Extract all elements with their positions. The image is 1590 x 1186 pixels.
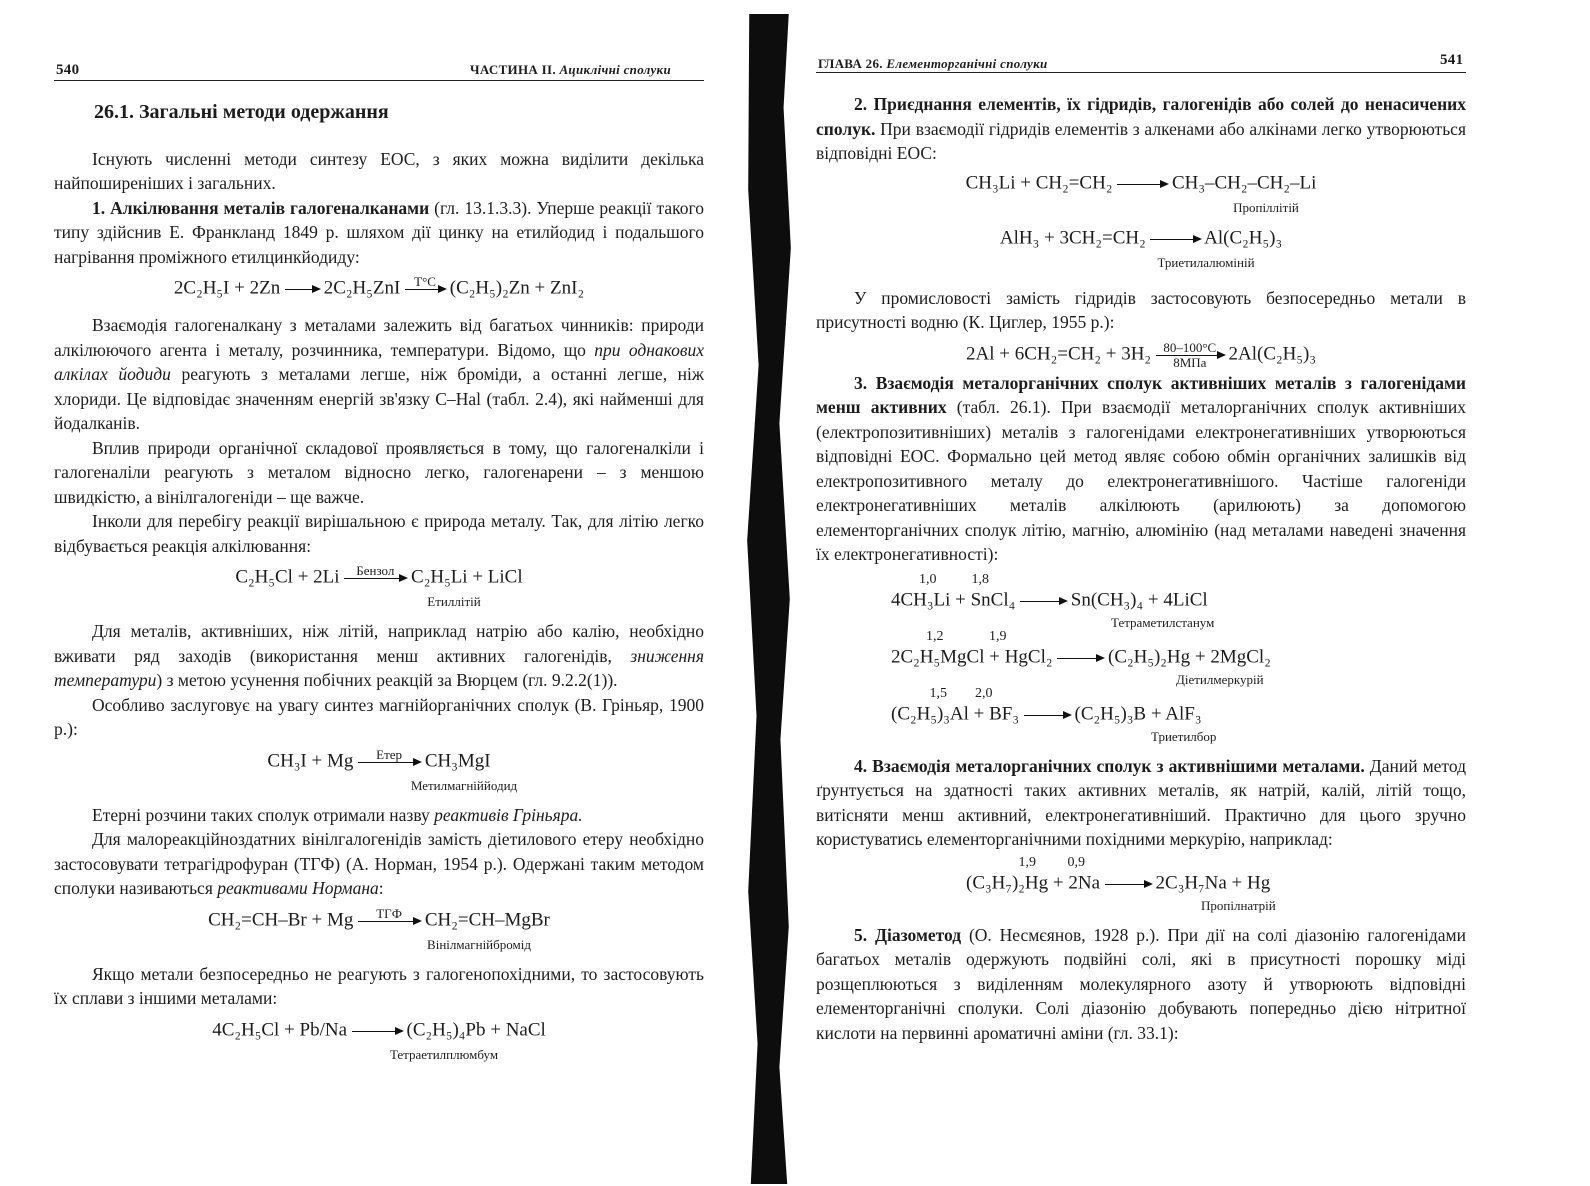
equation-propyllithium: [816, 170, 1466, 198]
equation-normant: [54, 907, 704, 935]
eq8-condition-top: 80–100°C: [1163, 339, 1217, 355]
p8-text-a: Для малореакційноздатних вінілгалогенідів замість діетилового етеру необхідно застосовувати тетрагідрофуран (ТГФ) (А. Норман, 1954 р.). Одержані таким методом сполуки називаються: [54, 829, 704, 898]
eq2-rhs: C₂H₅Li + LiCl: [411, 566, 523, 588]
eq8-condition-bottom: 8МПа: [1173, 354, 1207, 370]
eq11-caption: Триетилбор: [1151, 728, 1217, 744]
organic-part-paragraph: Вплив природи органічної складової проявляється в тому, що галогеналкіли і галогеналіли реагують з металом відносно легко, галогенарени – з меншою швидкістю, а вінілгалогеніди – ще важче.: [54, 437, 704, 507]
eq9-rhs: Sn(CH₃)₄ + 4LiCl: [1070, 588, 1208, 610]
eq7-caption: Триетилалюміній: [1157, 254, 1255, 270]
active-metals-paragraph: [54, 619, 704, 693]
eq8-arrow: [1156, 341, 1224, 369]
method-5-text: (О. Несмєянов, 1928 р.). При дії на солі діазонію галогенідами багатьох металів одержують подвійні солі, які в присутності порошку міді розщеплюються з виділенням молекулярного азоту й утворюють відповідні елементорганічні сполуки. Солі діазонію добувають попередньо дією нітритної кислоти на первинні ароматичні аміни (гл. 33.1):: [816, 924, 1466, 1043]
method-3-text: (табл. 26.1). При взаємодії металорганічних сполук активніших (електропозитивніших) металів з галогенідами електронегативніших утворюються відповідні ЕОС. Формально цей метод являє собою обмін органічних залишків від електропозитивного металу до електронегативнішого. Частіше галогеніди електронегативніших металів алкілюють (арилюють) за допомогою елементорганічних сполук літію, магнію, алюмінію (над металами наведені значення їх електронегативності):: [816, 397, 1466, 564]
right-running-head-part: ГЛАВА 26.: [818, 56, 883, 71]
left-page-number: 540: [56, 62, 80, 78]
method-3-paragraph: [816, 371, 1466, 567]
eq11-arrow: [1024, 701, 1070, 729]
eq9-lhs: 4CH₃Li + SnCl₄: [891, 588, 1016, 610]
equation-tetraethyllead: [54, 1017, 704, 1045]
method-2-heading: 2. Приєднання елементів, їх гідридів, галогенідів або солей до ненасичених сполук.: [816, 94, 1466, 139]
eq1-rhs: (C₂H₅)₂Zn + ZnI₂: [449, 277, 585, 299]
eq12-lhs: (C₃H₇)₂Hg + 2Na: [966, 871, 1101, 893]
method-4-heading: 4. Взаємодія металорганічних сполук з активнішими металами.: [854, 755, 1365, 776]
method-3-heading: 3. Взаємодія металорганічних сполук активніших металів з галогенідами менш активних: [816, 372, 1466, 417]
eq4-caption: Вінілмагнійбромід: [427, 936, 531, 952]
eq3-arrow: [358, 748, 420, 776]
eq11-lhs: (C₂H₅)₃Al + BF₃: [891, 702, 1019, 724]
eq11-rhs: (C₂H₅)₃B + AlF₃: [1074, 702, 1202, 724]
eq6-caption: Пропіллітій: [1233, 199, 1299, 215]
eq3-rhs: CH₃MgI: [424, 749, 491, 771]
right-running-head-title: Елементорганічні сполуки: [886, 56, 1048, 71]
eq10-rhs: (C₂H₅)₂Hg + 2MgCl₂: [1108, 645, 1271, 667]
exchange-equations: [891, 573, 1466, 744]
p5-text-a: Для металів, активніших, ніж літій, наприклад натрію або калію, необхідно вживати ряд заходів (використання менш активних галогенідів,: [54, 621, 704, 666]
normant-paragraph: [54, 827, 704, 901]
eq9-arrow: [1020, 587, 1066, 615]
right-page: [800, 0, 1590, 1186]
eq7-lhs: AlH₃ + 3CH₂=CH₂: [999, 226, 1146, 248]
p8-italic: реактивами Нормана: [217, 878, 379, 898]
left-text-column: [54, 100, 704, 1072]
equation-grignard: [54, 748, 704, 776]
equation-ziegler: [816, 341, 1466, 369]
eq1-lhs: 2C₂H₅I + 2Zn: [173, 277, 281, 299]
method-5-heading: 5. Діазометод: [854, 924, 962, 945]
p5-italic: зниження температури: [54, 645, 704, 690]
eq9-caption: Тетраметилстанум: [1111, 614, 1215, 630]
eq7-rhs: Al(C₂H₅)₃: [1204, 226, 1283, 248]
method-1-paragraph: [54, 196, 704, 270]
left-header-rule: [54, 80, 704, 81]
equation-tetramethyltin: [891, 587, 1466, 615]
eq6-lhs: CH₃Li + CH₂=CH₂: [965, 171, 1113, 193]
eq8-rhs: 2Al(C₂H₅)₃: [1228, 342, 1316, 364]
equation-frankland: [54, 275, 704, 303]
p2-text-b: реагують з металами легше, ніж броміди, а останні легше, ніж хлориди. Це відповідає значенням енергій зв'язку C–Hal (табл. 2.4), які найменші для йодалканів.: [54, 364, 704, 433]
p2-text-a: Взаємодія галогеналкану з металами залежить від багатьох чинників: природи алкілюючого агента і металу, розчинника, температури. Відомо, що: [54, 315, 704, 360]
metal-nature-paragraph: Інколи для перебігу реакції вирішальною є природа металу. Так, для літію легко відбувається реакція алкілювання:: [54, 511, 704, 556]
grignard-paragraph: Особливо заслуговує на увагу синтез магнійорганічних сполук (В. Гріньяр, 1900 р.):: [54, 694, 704, 739]
right-running-head: [818, 56, 1048, 72]
right-page-number: 541: [1440, 52, 1464, 68]
eq6-rhs: CH₃–CH₂–CH₂–Li: [1171, 171, 1317, 193]
eq2-lhs: C₂H₅Cl + 2Li: [235, 566, 340, 588]
p7-italic: реактивів Гріньяра.: [434, 804, 583, 825]
alloys-paragraph: Якщо метали безпосередньо не реагують з галогенопохідними, то застосовують їх сплави з іншими металами:: [54, 963, 704, 1008]
ziegler-paragraph: У промисловості замість гідридів застосовують безпосередньо метали в присутності водню (К. Циглер, 1955 р.):: [816, 287, 1466, 332]
propylsodium-block: [966, 856, 1466, 913]
eq10-arrow: [1057, 644, 1103, 672]
method-1-heading: 1. Алкілювання металів галогеналканами: [92, 197, 430, 218]
eq10-caption: Діетилмеркурій: [1176, 671, 1264, 687]
eq6-arrow: [1117, 170, 1167, 198]
eq12-arrow: [1105, 870, 1151, 898]
eq12-caption: Пропілнатрій: [1201, 897, 1276, 913]
eq2-caption: Етиллітій: [427, 594, 481, 609]
equation-diethylmercury: [891, 644, 1466, 672]
eq2-condition: Бензол: [356, 563, 395, 578]
right-header-rule: [816, 72, 1466, 73]
eq10-lhs: 2C₂H₅MgCl + HgCl₂: [891, 645, 1053, 667]
eq10-electronegativity: 1,2 1,9: [891, 628, 1007, 644]
eq3-lhs: CH₃I + Mg: [267, 749, 354, 771]
equation-propylsodium: [966, 870, 1466, 898]
eq7-arrow: [1150, 225, 1200, 253]
left-running-head: [470, 62, 671, 78]
left-page: [0, 0, 745, 1186]
eq2-arrow: [344, 564, 406, 592]
eq9-electronegativity: 1,0 1,8: [891, 571, 989, 587]
eq4-arrow: [358, 907, 420, 935]
eq3-condition: Етер: [376, 746, 403, 762]
eq1-arrow-1: [285, 275, 319, 303]
eq5-caption: Тетраетилплюмбум: [389, 1046, 499, 1062]
right-text-column: [816, 92, 1466, 1045]
left-running-head-title: Ациклічні сполуки: [559, 62, 671, 77]
intro-paragraph: Існують численні методи синтезу ЕОС, з яких можна виділити декілька найпоширеніших і загальних.: [54, 148, 704, 193]
p2-italic: при однакових алкілах йодиди: [54, 339, 705, 384]
eq4-lhs: CH₂=CH–Br + Mg: [208, 908, 354, 930]
method-4-text: Даний метод ґрунтується на здатності таких активних металів, як натрій, калій, літій тощо, витісняти менш активний, електронегативніший. Практично для цього зручно користуватись елементорганічними похідними меркурію, наприклад:: [816, 755, 1466, 849]
method-5-paragraph: [816, 923, 1466, 1046]
eq4-rhs: CH₂=CH–MgBr: [424, 908, 550, 930]
eq5-arrow: [352, 1017, 402, 1045]
equation-ethyllithium: [54, 564, 704, 592]
eq1-condition: T°C: [414, 274, 436, 289]
equation-triethylboron: [891, 701, 1466, 729]
section-title: 26.1. Загальні методи одержання: [94, 101, 389, 123]
method-4-paragraph: [816, 754, 1466, 852]
p5-text-b: ) з метою усунення побічних реакцій за Вюрцем (гл. 9.2.2(1)).: [156, 670, 618, 690]
p7-text: Етерні розчини таких сполук отримали назву: [92, 804, 435, 825]
left-running-head-part: ЧАСТИНА ІІ.: [470, 62, 556, 77]
p8-text-b: :: [378, 878, 384, 898]
eq12-rhs: 2C₃H₇Na + Hg: [1155, 871, 1271, 893]
method-1-text: (гл. 13.1.3.3). Уперше реакції такого типу здійснив Е. Франкланд 1849 р. шляхом дії цинку на етилйодид і подальшого нагрівання проміжного етилцинкйодиду:: [54, 197, 704, 267]
grignard-reagents-paragraph: [54, 803, 704, 828]
eq5-lhs: 4C₂H₅Cl + Pb/Na: [212, 1018, 347, 1040]
eq1-intermediate: 2C₂H₅ZnI: [323, 277, 401, 299]
method-2-text: При взаємодії гідридів елементів з алкенами або алкінами легко утворюються відповідні ЕОС:: [816, 118, 1466, 163]
eq1-arrow-2: [405, 275, 445, 303]
halide-reactivity-paragraph: [54, 313, 704, 436]
eq11-electronegativity: 1,5 2,0: [891, 685, 993, 701]
book-spine-shadow: [743, 14, 795, 1184]
eq8-lhs: 2Al + 6CH₂=CH₂ + 3H₂: [966, 342, 1152, 364]
eq12-electronegativity: 1,9 0,9: [966, 854, 1085, 870]
eq4-condition: ТГФ: [376, 905, 402, 921]
eq5-rhs: (C₂H₅)₄Pb + NaCl: [406, 1018, 546, 1040]
eq3-caption: Метилмагніййодид: [410, 777, 518, 793]
method-2-paragraph: [816, 92, 1466, 166]
equation-triethylaluminium: [816, 225, 1466, 253]
